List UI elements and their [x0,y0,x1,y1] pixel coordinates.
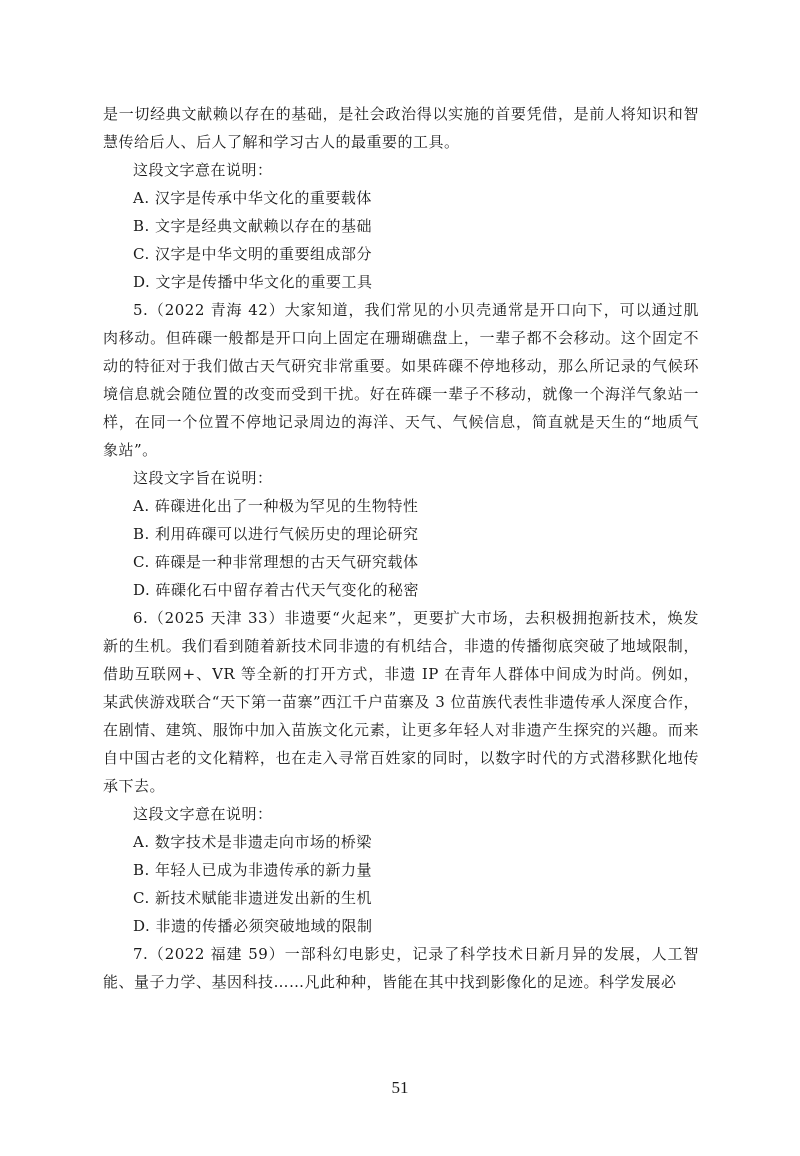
option-a: A. 砗磲进化出了一种极为罕见的生物特性 [133,497,419,515]
option-b: B. 利用砗磲可以进行气候历史的理论研究 [133,525,419,543]
option-c: C. 汉字是中华文明的重要组成部分 [133,245,372,263]
option-c: C. 新技术赋能非遗迸发出新的生机 [133,889,372,907]
question-7-passage: 7.（2022 福建 59）一部科幻电影史，记录了科学技术日新月异的发展，人工智能、量子力学、基因科技……凡此种种，皆能在其中找到影像化的足迹。科学发展必 [103,945,699,991]
option-a: A. 汉字是传承中华文化的重要载体 [133,189,372,207]
question-prompt: 这段文字意在说明： [133,161,273,179]
option-b: B. 文字是经典文献赖以存在的基础 [133,217,373,235]
option-b: B. 年轻人已成为非遗传承的新力量 [133,861,373,879]
option-d: D. 文字是传播中华文化的重要工具 [133,273,373,291]
page-number: 51 [391,1078,409,1097]
page-content [103,100,699,996]
intro-passage: 是一切经典文献赖以存在的基础，是社会政治得以实施的首要凭借，是前人将知识和智慧传给后人、后人了解和学习古人的最重要的工具。 [103,105,699,151]
option-d: D. 非遗的传播必须突破地域的限制 [133,917,373,935]
question-prompt: 这段文字意在说明： [133,805,273,823]
question-prompt: 这段文字旨在说明： [133,469,273,487]
question-5-passage: 5.（2022 青海 42）大家知道，我们常见的小贝壳通常是开口向下，可以通过肌肉移动。但砗磲一般都是开口向上固定在珊瑚礁盘上，一辈子都不会移动。这个固定不动的特征对于我们做古天气研究非常重要。如果砗磲不停地移动，那么所记录的气候环境信息就会随位置的改变而受到干扰。好在砗磲一辈子不移动，就像一个海洋气象站一样，在同一个位置不停地记录周边的海洋、天气、气候信息，简直就是天生的“地质气象站”。 [103,301,699,459]
question-6-passage: 6.（2025 天津 33）非遗要“火起来”，更要扩大市场，去积极拥抱新技术，焕发新的生机。我们看到随着新技术同非遗的有机结合，非遗的传播彻底突破了地域限制，借助互联网+、VR 等全新的打开方式，非遗 IP 在青年人群体中间成为时尚。例如，某武侠游戏联合“天下第一苗寨”西江千户苗寨及 3 位苗族代表性非遗传承人深度合作，在剧情、建筑、服饰中加入苗族文化元素，让更多年轻人对非遗产生探究的兴趣。而来自中国古老的文化精粹，也在走入寻常百姓家的同时，以数字时代的方式潜移默化地传承下去。 [103,609,699,795]
option-a: A. 数字技术是非遗走向市场的桥梁 [133,833,372,851]
option-c: C. 砗磲是一种非常理想的古天气研究载体 [133,553,419,571]
option-d: D. 砗磲化石中留存着古代天气变化的秘密 [133,581,420,599]
